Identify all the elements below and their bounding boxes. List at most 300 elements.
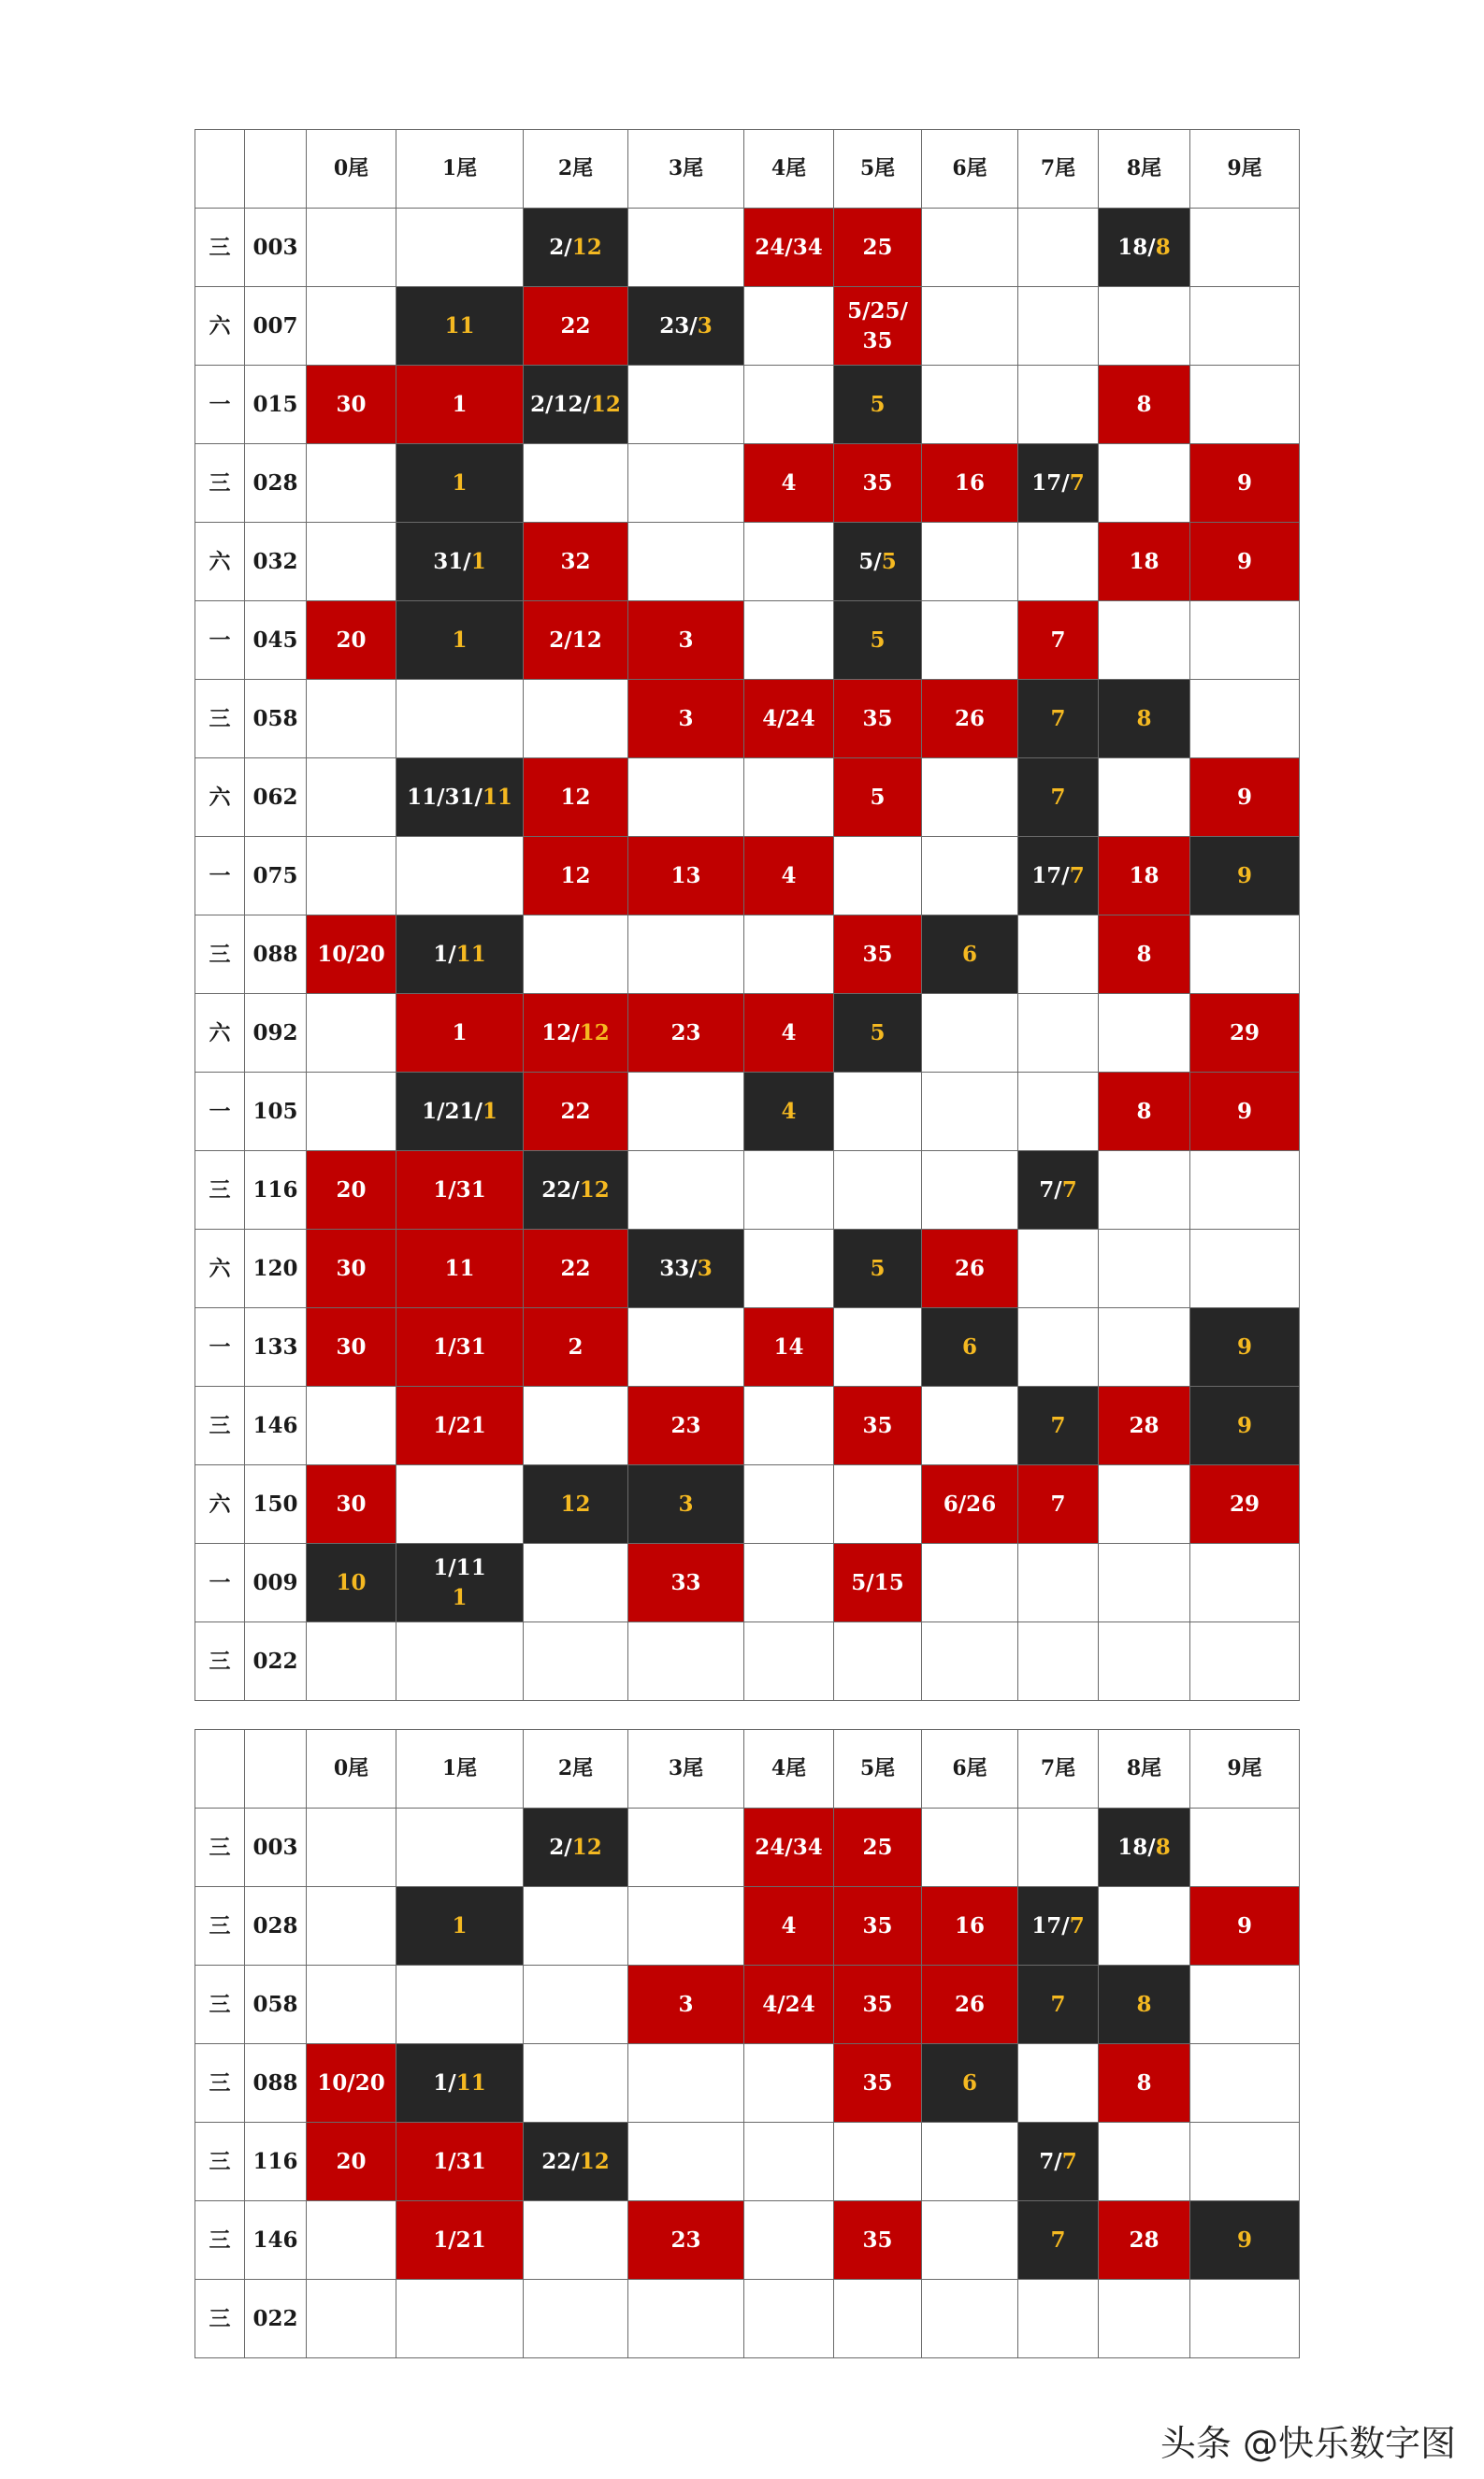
number-text: 18/ — [1117, 1834, 1156, 1860]
number-text: 18/ — [1117, 234, 1156, 260]
number-text: 4 — [781, 1912, 797, 1939]
number-cell — [307, 1622, 396, 1701]
number-cell — [922, 523, 1018, 601]
number-text: 8 — [1136, 941, 1152, 967]
number-cell — [628, 758, 744, 837]
highlight-number: 7 — [1050, 1412, 1066, 1438]
number-cell — [744, 1809, 834, 1887]
highlight-number: 6 — [961, 941, 977, 967]
number-cell — [396, 1809, 524, 1887]
number-cell — [524, 680, 628, 758]
number-cell — [307, 1544, 396, 1622]
number-text: 5/ — [858, 548, 882, 574]
number-cell — [744, 1073, 834, 1151]
number-cell — [1099, 758, 1190, 837]
number-cell — [396, 1308, 524, 1387]
number-cell — [307, 2044, 396, 2123]
number-text: 10/20 — [317, 2069, 385, 2096]
number-cell — [1190, 1073, 1300, 1151]
number-text: 20 — [336, 1176, 367, 1203]
number-cell — [1099, 1465, 1190, 1544]
weekday-cell: 一 — [195, 1073, 245, 1151]
number-cell — [1018, 1887, 1099, 1966]
highlight-number: 11 — [482, 784, 512, 810]
number-cell — [1018, 1151, 1099, 1230]
highlight-number: 8 — [1155, 234, 1171, 260]
number-cell — [628, 1887, 744, 1966]
number-cell — [834, 444, 922, 523]
number-cell — [1099, 209, 1190, 287]
number-text: 1/ — [433, 2069, 456, 2096]
number-cell — [744, 1387, 834, 1465]
number-text: 17/ — [1031, 1912, 1070, 1939]
weekday-cell: 一 — [195, 601, 245, 680]
number-cell — [628, 915, 744, 994]
number-cell — [922, 1073, 1018, 1151]
number-text: 16 — [954, 1912, 985, 1939]
weekday-cell: 六 — [195, 1465, 245, 1544]
highlight-number: 7 — [1050, 705, 1066, 731]
number-text: 4 — [781, 862, 797, 888]
number-cell — [628, 1966, 744, 2044]
number-cell — [1099, 1622, 1190, 1701]
number-cell — [834, 2044, 922, 2123]
number-text: 7/ — [1039, 1176, 1062, 1203]
number-cell — [744, 287, 834, 366]
weekday-cell: 三 — [195, 1887, 245, 1966]
number-cell — [1018, 680, 1099, 758]
number-text: 1/31 — [433, 2148, 486, 2174]
number-cell — [744, 2123, 834, 2201]
number-cell — [834, 2123, 922, 2201]
number-cell — [1190, 1387, 1300, 1465]
highlight-number: 12 — [590, 391, 621, 417]
issue-cell: 150 — [245, 1465, 307, 1544]
highlight-number: 1 — [452, 469, 468, 496]
number-cell — [307, 209, 396, 287]
number-cell — [744, 1308, 834, 1387]
number-cell — [307, 366, 396, 444]
column-header: 6尾 — [922, 1730, 1018, 1809]
number-cell — [1099, 1544, 1190, 1622]
tail-number-table-main — [195, 129, 1300, 1701]
highlight-number: 4 — [781, 1098, 797, 1124]
weekday-cell: 三 — [195, 2044, 245, 2123]
issue-cell: 146 — [245, 2201, 307, 2280]
number-cell — [1099, 444, 1190, 523]
number-cell — [628, 1308, 744, 1387]
number-cell — [307, 1308, 396, 1387]
number-cell — [396, 837, 524, 915]
number-cell — [744, 2201, 834, 2280]
table-row — [195, 366, 1300, 444]
number-text: 9 — [1236, 1098, 1252, 1124]
table-row — [195, 837, 1300, 915]
number-cell — [744, 1465, 834, 1544]
highlight-number: 11 — [444, 312, 475, 339]
weekday-cell: 三 — [195, 1151, 245, 1230]
number-cell — [834, 994, 922, 1073]
weekday-cell: 三 — [195, 2201, 245, 2280]
number-cell — [307, 2201, 396, 2280]
number-text: 11/31/ — [407, 784, 483, 810]
number-cell — [1018, 366, 1099, 444]
number-cell — [1018, 994, 1099, 1073]
number-text: 35 — [862, 705, 893, 731]
number-cell — [396, 601, 524, 680]
weekday-cell: 六 — [195, 758, 245, 837]
number-cell — [922, 915, 1018, 994]
highlight-number: 12 — [560, 1491, 591, 1517]
weekday-cell: 三 — [195, 444, 245, 523]
number-text: 35 — [862, 2227, 893, 2253]
number-cell — [396, 2201, 524, 2280]
issue-cell: 075 — [245, 837, 307, 915]
number-cell — [1018, 1622, 1099, 1701]
number-cell — [396, 758, 524, 837]
column-header: 0尾 — [307, 1730, 396, 1809]
number-text: 9 — [1236, 548, 1252, 574]
number-text: 22 — [560, 1098, 591, 1124]
number-text: 1/31 — [433, 1333, 486, 1360]
issue-cell: 092 — [245, 994, 307, 1073]
highlight-number: 6 — [961, 1333, 977, 1360]
number-text: 23 — [670, 2227, 701, 2253]
number-cell — [307, 915, 396, 994]
number-cell — [524, 601, 628, 680]
number-cell — [396, 1230, 524, 1308]
number-text: 9 — [1236, 784, 1252, 810]
number-text: 16 — [954, 469, 985, 496]
number-cell — [524, 2123, 628, 2201]
number-cell — [628, 444, 744, 523]
number-text: 6/26 — [943, 1491, 997, 1517]
tail-number-table-wednesday — [195, 1729, 1300, 2358]
number-cell — [1190, 1230, 1300, 1308]
number-cell — [1190, 1622, 1300, 1701]
number-text: 2/12/ — [530, 391, 591, 417]
column-header: 5尾 — [834, 1730, 922, 1809]
number-text: 9 — [1236, 1912, 1252, 1939]
number-cell — [922, 1544, 1018, 1622]
column-header — [245, 1730, 307, 1809]
weekday-cell: 一 — [195, 1308, 245, 1387]
number-cell — [744, 1622, 834, 1701]
number-text: 5/15 — [851, 1569, 904, 1595]
weekday-cell: 三 — [195, 915, 245, 994]
highlight-number: 1 — [452, 1584, 468, 1610]
number-cell — [744, 523, 834, 601]
number-text: 8 — [1136, 391, 1152, 417]
number-cell — [628, 209, 744, 287]
number-cell — [307, 1465, 396, 1544]
table-row — [195, 1544, 1300, 1622]
number-text: 5 — [870, 784, 886, 810]
weekday-cell: 三 — [195, 1809, 245, 1887]
highlight-number: 1 — [482, 1098, 497, 1124]
highlight-number: 9 — [1236, 862, 1252, 888]
weekday-cell: 六 — [195, 523, 245, 601]
table-row — [195, 209, 1300, 287]
number-text: 24/34 — [755, 1834, 823, 1860]
number-cell — [628, 1230, 744, 1308]
number-text: 9 — [1236, 469, 1252, 496]
number-text: 3 — [678, 705, 694, 731]
number-cell — [922, 837, 1018, 915]
header-row — [195, 130, 1300, 209]
number-cell — [922, 994, 1018, 1073]
number-cell — [1190, 601, 1300, 680]
number-cell — [396, 994, 524, 1073]
number-cell — [1018, 2044, 1099, 2123]
number-text: 23 — [670, 1412, 701, 1438]
number-text: 17/ — [1031, 469, 1070, 496]
weekday-cell: 三 — [195, 2280, 245, 2358]
highlight-number: 5 — [870, 1019, 886, 1045]
number-text: 33 — [670, 1569, 701, 1595]
highlight-number: 7 — [1050, 784, 1066, 810]
number-cell — [524, 287, 628, 366]
number-text: 22 — [560, 1255, 591, 1281]
number-text: 35 — [862, 1991, 893, 2017]
issue-cell: 003 — [245, 1809, 307, 1887]
number-cell — [1099, 1966, 1190, 2044]
number-cell — [1018, 444, 1099, 523]
issue-cell: 116 — [245, 2123, 307, 2201]
number-cell — [396, 209, 524, 287]
number-cell — [834, 680, 922, 758]
issue-cell: 028 — [245, 444, 307, 523]
number-cell — [524, 1230, 628, 1308]
number-cell — [1190, 1465, 1300, 1544]
weekday-cell: 三 — [195, 209, 245, 287]
watermark: 头条 @快乐数字图 — [1160, 2423, 1456, 2464]
number-text: 1/21 — [433, 1412, 486, 1438]
number-cell — [1018, 2201, 1099, 2280]
number-cell — [524, 994, 628, 1073]
number-cell — [834, 523, 922, 601]
number-text: 1/21/ — [422, 1098, 483, 1124]
number-text: 29 — [1229, 1491, 1260, 1517]
number-cell — [744, 1151, 834, 1230]
table-row — [195, 915, 1300, 994]
number-cell — [1099, 287, 1190, 366]
weekday-cell: 三 — [195, 1966, 245, 2044]
number-cell — [524, 1622, 628, 1701]
highlight-number: 12 — [579, 1176, 610, 1203]
issue-cell: 007 — [245, 287, 307, 366]
number-cell — [922, 366, 1018, 444]
number-cell — [744, 601, 834, 680]
highlight-number: 12 — [579, 2148, 610, 2174]
highlight-number: 7 — [1061, 2148, 1077, 2174]
table-row — [195, 1887, 1300, 1966]
number-text: 26 — [954, 705, 985, 731]
number-cell — [524, 1465, 628, 1544]
number-cell — [1018, 2280, 1099, 2358]
column-header: 1尾 — [396, 130, 524, 209]
issue-cell: 058 — [245, 1966, 307, 2044]
number-cell — [396, 1465, 524, 1544]
number-cell — [922, 1622, 1018, 1701]
issue-cell: 062 — [245, 758, 307, 837]
table-row — [195, 1622, 1300, 1701]
number-cell — [922, 1966, 1018, 2044]
number-cell — [1099, 1308, 1190, 1387]
table-body — [195, 130, 1300, 1701]
column-header — [195, 1730, 245, 1809]
number-cell — [1018, 601, 1099, 680]
number-cell — [1190, 287, 1300, 366]
number-cell — [922, 2280, 1018, 2358]
column-header: 4尾 — [744, 130, 834, 209]
number-cell — [744, 837, 834, 915]
number-cell — [922, 601, 1018, 680]
number-text: 30 — [336, 1255, 367, 1281]
number-cell — [524, 1809, 628, 1887]
issue-cell: 003 — [245, 209, 307, 287]
number-cell — [307, 680, 396, 758]
table-row — [195, 2123, 1300, 2201]
number-text: 20 — [336, 627, 367, 653]
table-row — [195, 2201, 1300, 2280]
number-text: 2/ — [549, 234, 572, 260]
number-text: 28 — [1129, 2227, 1160, 2253]
highlight-number: 1 — [452, 627, 468, 653]
number-cell — [628, 680, 744, 758]
number-cell — [834, 287, 922, 366]
number-cell — [1099, 680, 1190, 758]
column-header: 9尾 — [1190, 1730, 1300, 1809]
number-cell — [1099, 1073, 1190, 1151]
number-text: 35 — [862, 2069, 893, 2096]
number-cell — [524, 915, 628, 994]
highlight-number: 5 — [870, 1255, 886, 1281]
number-cell — [628, 994, 744, 1073]
number-cell — [524, 1887, 628, 1966]
number-text: 2/12 — [549, 627, 602, 653]
number-cell — [396, 1622, 524, 1701]
number-text: 22 — [560, 312, 591, 339]
number-cell — [922, 444, 1018, 523]
weekday-cell: 三 — [195, 2123, 245, 2201]
table-row — [195, 1151, 1300, 1230]
number-cell — [628, 2201, 744, 2280]
number-text: 12/ — [541, 1019, 580, 1045]
highlight-number: 5 — [870, 627, 886, 653]
highlight-number: 3 — [697, 1255, 713, 1281]
number-cell — [524, 837, 628, 915]
number-cell — [524, 523, 628, 601]
table-row — [195, 758, 1300, 837]
number-cell — [1099, 2044, 1190, 2123]
number-text: 13 — [670, 862, 701, 888]
table-row — [195, 1465, 1300, 1544]
number-cell — [834, 1151, 922, 1230]
number-cell — [922, 1887, 1018, 1966]
number-cell — [834, 837, 922, 915]
number-cell — [1018, 1230, 1099, 1308]
number-text: 7/ — [1039, 2148, 1062, 2174]
number-cell — [1190, 1544, 1300, 1622]
number-cell — [307, 2280, 396, 2358]
highlight-number: 8 — [1136, 705, 1152, 731]
number-cell — [1099, 994, 1190, 1073]
number-cell — [834, 2280, 922, 2358]
number-cell — [524, 1308, 628, 1387]
number-cell — [834, 1809, 922, 1887]
number-text: 1/31 — [433, 1176, 486, 1203]
number-cell — [307, 1073, 396, 1151]
number-cell — [922, 1465, 1018, 1544]
highlight-number: 10 — [336, 1569, 367, 1595]
number-cell — [1018, 758, 1099, 837]
number-cell — [628, 1151, 744, 1230]
number-cell — [1190, 915, 1300, 994]
column-header: 8尾 — [1099, 130, 1190, 209]
highlight-number: 7 — [1061, 1176, 1077, 1203]
number-cell — [1018, 837, 1099, 915]
issue-cell: 028 — [245, 1887, 307, 1966]
number-cell — [524, 1966, 628, 2044]
number-cell — [307, 1151, 396, 1230]
number-cell — [1099, 366, 1190, 444]
number-cell — [1190, 523, 1300, 601]
weekday-cell: 一 — [195, 1544, 245, 1622]
column-header: 2尾 — [524, 1730, 628, 1809]
weekday-cell: 六 — [195, 1230, 245, 1308]
table-row — [195, 2280, 1300, 2358]
number-cell — [1018, 1465, 1099, 1544]
highlight-number: 7 — [1069, 1912, 1085, 1939]
number-cell — [524, 758, 628, 837]
number-cell — [396, 1387, 524, 1465]
number-cell — [524, 1544, 628, 1622]
number-cell — [524, 1387, 628, 1465]
issue-cell: 022 — [245, 1622, 307, 1701]
number-text: 10/20 — [317, 941, 385, 967]
number-text: 35 — [862, 327, 893, 353]
number-cell — [922, 2123, 1018, 2201]
weekday-cell: 六 — [195, 287, 245, 366]
number-cell — [1099, 2280, 1190, 2358]
number-cell — [1190, 837, 1300, 915]
number-text: 29 — [1229, 1019, 1260, 1045]
highlight-number: 7 — [1050, 1991, 1066, 2017]
number-cell — [396, 287, 524, 366]
number-cell — [307, 1230, 396, 1308]
issue-cell: 088 — [245, 915, 307, 994]
number-text: 30 — [336, 1491, 367, 1517]
number-cell — [1099, 601, 1190, 680]
number-cell — [628, 287, 744, 366]
number-text: 28 — [1129, 1412, 1160, 1438]
number-text: 1/ — [433, 941, 456, 967]
highlight-number: 8 — [1155, 1834, 1171, 1860]
column-header: 4尾 — [744, 1730, 834, 1809]
number-cell — [628, 1073, 744, 1151]
highlight-number: 5 — [870, 391, 886, 417]
number-text: 18 — [1129, 862, 1160, 888]
number-cell — [922, 287, 1018, 366]
number-cell — [744, 758, 834, 837]
number-cell — [396, 2123, 524, 2201]
number-cell — [524, 209, 628, 287]
number-cell — [396, 1887, 524, 1966]
number-cell — [628, 1809, 744, 1887]
number-cell — [834, 1887, 922, 1966]
number-cell — [628, 2044, 744, 2123]
